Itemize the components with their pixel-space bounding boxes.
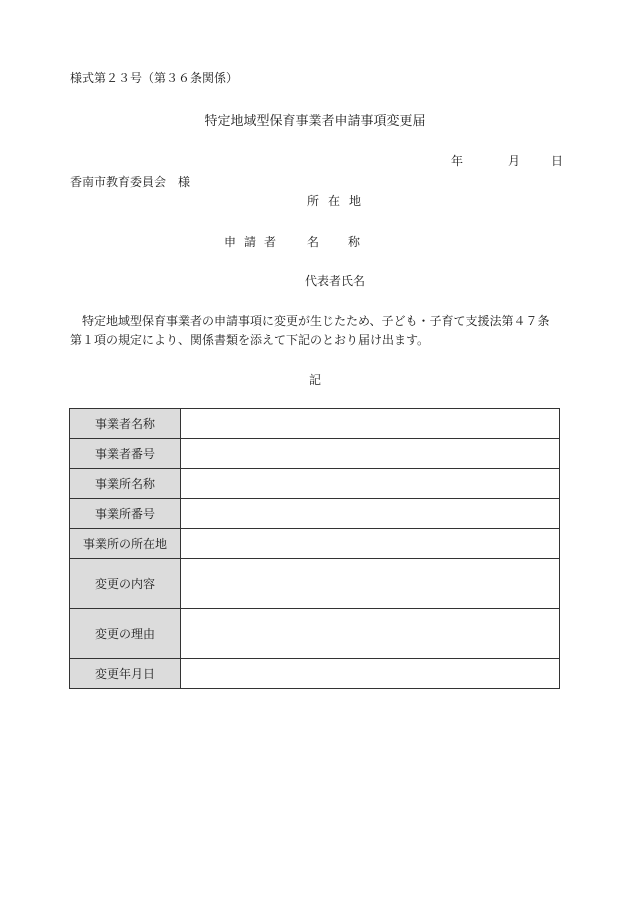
row-value-business-name[interactable] <box>181 409 560 439</box>
address-label: 所在地 <box>307 194 371 208</box>
row-label-facility-name: 事業所名称 <box>70 469 181 499</box>
document-title: 特定地域型保育事業者申請事項変更届 <box>204 114 426 129</box>
date-month-label: 月 <box>508 154 521 168</box>
table-row <box>70 499 560 529</box>
row-value-change-date[interactable] <box>181 659 560 689</box>
row-value-change-content[interactable] <box>181 559 560 609</box>
form-number: 様式第２３号（第３６条関係） <box>70 71 239 85</box>
row-value-business-number[interactable] <box>181 439 560 469</box>
record-table <box>69 408 560 689</box>
row-label-business-number: 事業者番号 <box>70 439 181 469</box>
table-row <box>70 559 560 609</box>
row-value-change-reason[interactable] <box>181 609 560 659</box>
name-label-char-2: 称 <box>348 235 361 249</box>
table-row <box>70 439 560 469</box>
row-label-change-content: 変更の内容 <box>70 559 181 609</box>
row-value-facility-name[interactable] <box>181 469 560 499</box>
row-label-facility-address: 事業所の所在地 <box>70 529 181 559</box>
date-day-label: 日 <box>551 154 564 168</box>
addressee: 香南市教育委員会 様 <box>70 175 191 189</box>
row-label-change-reason: 変更の理由 <box>70 609 181 659</box>
row-label-change-date: 変更年月日 <box>70 659 181 689</box>
ki-heading: 記 <box>308 373 321 387</box>
table-row <box>70 469 560 499</box>
body-text-line-2: 第１項の規定により、関係書類を添えて下記のとおり届け出ます。 <box>70 333 430 347</box>
applicant-label: 申請者 <box>224 235 285 249</box>
table-row <box>70 609 560 659</box>
table-row <box>70 409 560 439</box>
name-label <box>307 233 360 250</box>
row-label-business-name: 事業者名称 <box>70 409 181 439</box>
date-year-label: 年 <box>451 154 464 168</box>
row-value-facility-number[interactable] <box>181 499 560 529</box>
body-text-line-1: 特定地域型保育事業者の申請事項に変更が生じたため、子ども・子育て支援法第４７条 <box>70 314 550 328</box>
table-row <box>70 529 560 559</box>
table-row <box>70 659 560 689</box>
row-value-facility-address[interactable] <box>181 529 560 559</box>
row-label-facility-number: 事業所番号 <box>70 499 181 529</box>
representative-name-label: 代表者氏名 <box>305 274 366 288</box>
name-label-char-1: 名 <box>307 235 320 249</box>
body-text <box>70 312 562 350</box>
